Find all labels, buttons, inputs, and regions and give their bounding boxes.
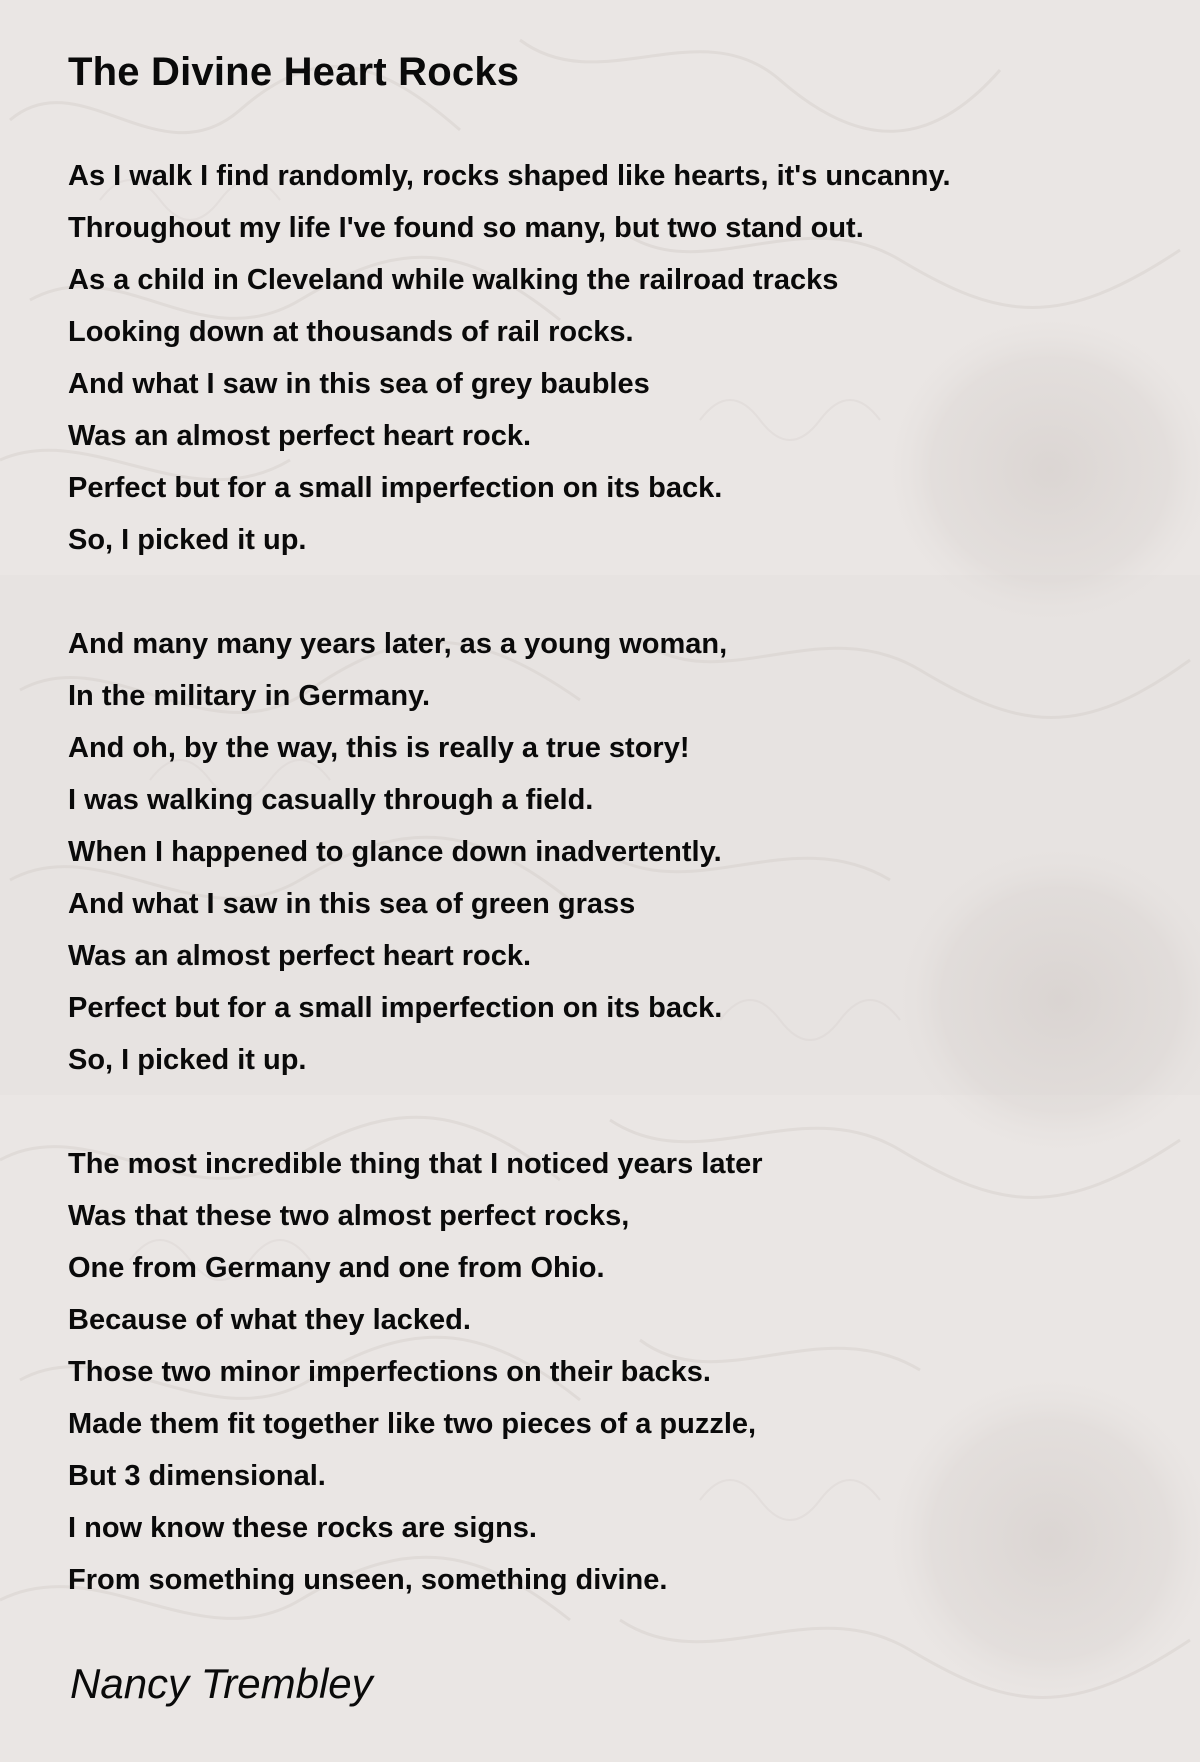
poem-line: From something unseen, something divine.	[68, 1564, 668, 1596]
poem-line: Throughout my life I've found so many, but two stand out.	[68, 212, 864, 244]
stanza-3	[68, 1138, 763, 1606]
poem-line: Was an almost perfect heart rock.	[68, 940, 532, 972]
poem-line: One from Germany and one from Ohio.	[68, 1252, 605, 1284]
poem-author: Nancy Trembley	[70, 1660, 373, 1707]
stanza-1	[68, 150, 951, 566]
poem-line: I was walking casually through a field.	[68, 784, 594, 816]
poem-line: When I happened to glance down inadvertently.	[68, 836, 722, 868]
poem-line: Those two minor imperfections on their backs.	[68, 1356, 711, 1388]
stanza-2	[68, 618, 727, 1086]
poem-line: I now know these rocks are signs.	[68, 1512, 537, 1544]
poem-line: Because of what they lacked.	[68, 1304, 471, 1336]
poem-line: And many many years later, as a young woman,	[68, 628, 728, 660]
poem-line: The most incredible thing that I noticed years later	[68, 1148, 763, 1180]
poem-line: But 3 dimensional.	[68, 1460, 326, 1492]
poem-line: So, I picked it up.	[68, 1044, 307, 1076]
poem-line: And what I saw in this sea of green grass	[68, 888, 636, 920]
poem-line: As a child in Cleveland while walking the railroad tracks	[68, 264, 839, 296]
poem-line: As I walk I find randomly, rocks shaped like hearts, it's uncanny.	[68, 160, 951, 192]
poem-line: So, I picked it up.	[68, 524, 307, 556]
poem-line: Perfect but for a small imperfection on its back.	[68, 472, 723, 504]
poem-line: Was that these two almost perfect rocks,	[68, 1200, 630, 1232]
poem-line: Was an almost perfect heart rock.	[68, 420, 532, 452]
poem-line: Perfect but for a small imperfection on its back.	[68, 992, 723, 1024]
poem-line: And oh, by the way, this is really a true story!	[68, 732, 690, 764]
poem-line: Looking down at thousands of rail rocks.	[68, 316, 634, 348]
poem-line: And what I saw in this sea of grey baubles	[68, 368, 650, 400]
poem-title: The Divine Heart Rocks	[68, 50, 520, 94]
poem-line: In the military in Germany.	[68, 680, 431, 712]
poem-line: Made them fit together like two pieces of a puzzle,	[68, 1408, 757, 1440]
